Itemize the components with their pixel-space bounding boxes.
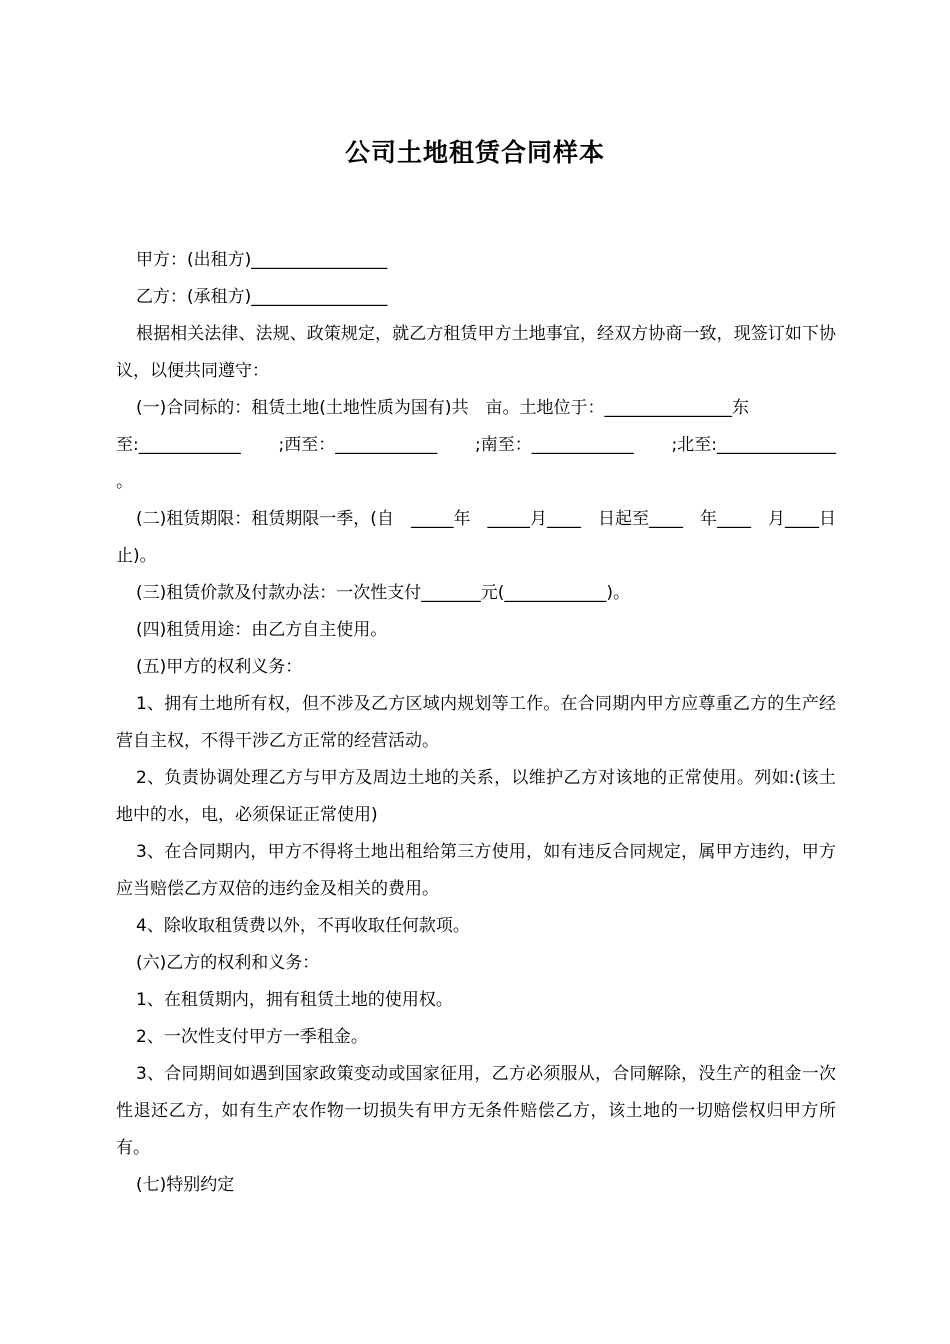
clause-5-item-2: 2、负责协调处理乙方与甲方及周边土地的关系，以维护乙方对该地的正常使用。列如:(该土地中的水，电，必须保证正常使用) [116,768,836,825]
clause-6-item-3: 3、合同期间如遇到国家政策变动或国家征用，乙方必须服从，合同解除，没生产的租金一次性退还乙方，如有生产农作物一切损失有甲方无条件赔偿乙方，该土地的一切赔偿权归甲方所有。 [116,1064,836,1158]
contract-body [116,242,836,1204]
boundary-west: ;西至：____________ [278,435,438,455]
clause-4-usage: (四)租赁用途：由乙方自主使用。 [136,620,388,640]
clause-5-item-4: 4、除收取租赁费以外，不再收取任何款项。 [136,916,470,936]
clause-6-item-1: 1、在租赁期内，拥有租赁土地的使用权。 [136,990,453,1010]
clause-6-heading: (六)乙方的权利和义务： [136,953,320,973]
clause-1-subject: (一)合同标的：租赁土地(土地性质为国有)共 亩。土地位于：_______________东 [136,398,750,418]
boundary-east: 至:____________ [116,435,241,455]
document-title: 公司土地租赁合同样本 [344,138,605,167]
clause-3-payment: (三)租赁价款及付款办法：一次性支付_______元(____________)。 [136,583,631,603]
party-b-line: 乙方：(承租方)________________ [136,287,388,307]
clause-1-end: 。 [116,472,133,492]
boundary-south: ;南至：____________ [475,435,634,455]
clause-1-boundaries [116,427,836,464]
intro-paragraph: 根据相关法律、法规、政策规定，就乙方租赁甲方土地事宜，经双方协商一致，现签订如下协议，以便共同遵守： [116,324,836,381]
clause-6-item-2: 2、一次性支付甲方一季租金。 [136,1027,368,1047]
clause-5-item-1: 1、拥有土地所有权，但不涉及乙方区域内规划等工作。在合同期内甲方应尊重乙方的生产经营自主权，不得干涉乙方正常的经营活动。 [116,694,836,751]
clause-5-item-3: 3、在合同期内，甲方不得将土地出租给第三方使用，如有违反合同规定，属甲方违约，甲方应当赔偿乙方双倍的违约金及相关的费用。 [116,842,836,899]
party-a-line: 甲方：(出租方)________________ [136,250,388,270]
clause-2-term: (二)租赁期限：租赁期限一季，(自 _____年 _____月____ 日起至____ 年____ 月____日止)。 [116,509,836,566]
clause-7-heading: (七)特别约定 [136,1175,235,1195]
boundary-north: ;北至:______________ [671,435,836,455]
clause-5-heading: (五)甲方的权利义务： [136,657,303,677]
